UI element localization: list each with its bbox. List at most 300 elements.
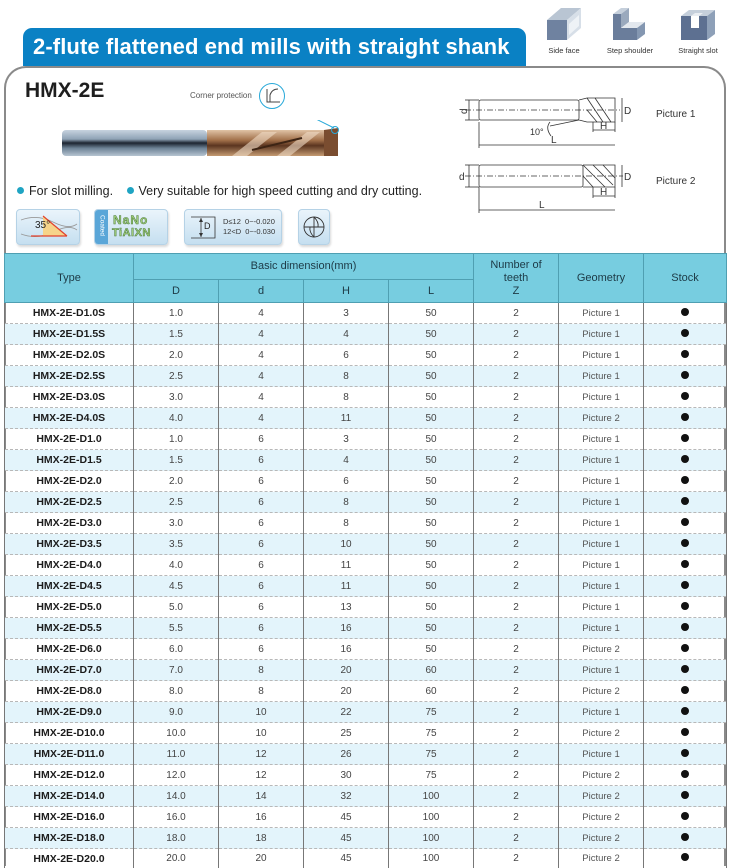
cell-d: 6 (219, 450, 304, 471)
cell-type: HMX-2E-D1.0 (5, 429, 134, 450)
table-row (5, 744, 727, 765)
cell-h: 20 (304, 681, 389, 702)
in-stock-icon (681, 707, 689, 715)
cell-stock (644, 681, 727, 702)
cell-h: 13 (304, 597, 389, 618)
dim-D-label-1: D (624, 106, 632, 117)
cell-z: 2 (474, 429, 559, 450)
cell-d-upper: 3.5 (134, 534, 219, 555)
in-stock-icon (681, 308, 689, 316)
cell-d: 6 (219, 618, 304, 639)
page-title: 2-flute flattened end mills with straight shank (23, 28, 526, 66)
operation-side-face (534, 6, 594, 55)
cell-d: 4 (219, 345, 304, 366)
cell-l: 50 (389, 471, 474, 492)
dim-d-label-1: d (459, 108, 470, 114)
operation-icons (534, 6, 731, 61)
cell-l: 50 (389, 597, 474, 618)
cell-stock (644, 723, 727, 744)
feature-item: Very suitable for high speed cutting and dry cutting. (127, 184, 423, 198)
cell-h: 20 (304, 660, 389, 681)
cell-d-upper: 1.5 (134, 324, 219, 345)
cell-z: 2 (474, 366, 559, 387)
cell-stock (644, 471, 727, 492)
operation-label: Side face (548, 46, 580, 55)
in-stock-icon (681, 665, 689, 673)
in-stock-icon (681, 853, 689, 861)
tolerance-row-2: 12<D 0~-0.030 (223, 227, 276, 236)
cell-d: 10 (219, 702, 304, 723)
bullet-icon (127, 187, 134, 194)
cell-geometry: Picture 2 (559, 765, 644, 786)
bullet-icon (17, 187, 24, 194)
cell-d: 12 (219, 744, 304, 765)
cell-h: 30 (304, 765, 389, 786)
table-row (5, 660, 727, 681)
cell-l: 50 (389, 555, 474, 576)
in-stock-icon (681, 434, 689, 442)
end-mill-image (62, 120, 347, 165)
cell-h: 8 (304, 366, 389, 387)
in-stock-icon (681, 350, 689, 358)
table-row (5, 450, 727, 471)
table-row (5, 807, 727, 828)
table-row (5, 345, 727, 366)
cell-h: 11 (304, 408, 389, 429)
cell-stock (644, 849, 727, 868)
table-row (5, 576, 727, 597)
cell-d: 8 (219, 681, 304, 702)
cell-z: 2 (474, 744, 559, 765)
cell-l: 100 (389, 849, 474, 868)
cell-stock (644, 576, 727, 597)
cell-d-upper: 14.0 (134, 786, 219, 807)
table-row (5, 597, 727, 618)
straight-slot-icon (677, 6, 719, 42)
in-stock-icon (681, 455, 689, 463)
table-row (5, 513, 727, 534)
cell-geometry: Picture 1 (559, 366, 644, 387)
cell-l: 50 (389, 408, 474, 429)
cell-h: 11 (304, 555, 389, 576)
cell-d: 4 (219, 408, 304, 429)
cell-type: HMX-2E-D12.0 (5, 765, 134, 786)
cell-l: 50 (389, 429, 474, 450)
tolerance-row-1: D≤12 0~-0.020 (223, 217, 275, 226)
operation-label: Step shoulder (606, 46, 654, 55)
cell-stock (644, 807, 727, 828)
table-row (5, 828, 727, 849)
cell-d: 4 (219, 387, 304, 408)
cell-l: 50 (389, 345, 474, 366)
in-stock-icon (681, 833, 689, 841)
step-shoulder-icon (609, 6, 651, 42)
cell-l: 50 (389, 366, 474, 387)
cell-stock (644, 744, 727, 765)
cell-type: HMX-2E-D2.5S (5, 366, 134, 387)
cell-type: HMX-2E-D20.0 (5, 849, 134, 868)
cell-geometry: Picture 2 (559, 639, 644, 660)
cell-l: 50 (389, 513, 474, 534)
in-stock-icon (681, 770, 689, 778)
cell-h: 45 (304, 849, 389, 868)
cell-z: 2 (474, 303, 559, 324)
cell-type: HMX-2E-D1.5S (5, 324, 134, 345)
cell-z: 2 (474, 660, 559, 681)
cell-geometry: Picture 1 (559, 576, 644, 597)
cell-type: HMX-2E-D2.0 (5, 471, 134, 492)
helix-angle-badge (16, 209, 80, 245)
in-stock-icon (681, 329, 689, 337)
cell-z: 2 (474, 345, 559, 366)
cell-l: 100 (389, 807, 474, 828)
cell-l: 50 (389, 534, 474, 555)
picture-1-label: Picture 1 (656, 109, 696, 120)
in-stock-icon (681, 371, 689, 379)
cell-d-upper: 1.0 (134, 303, 219, 324)
cell-geometry: Picture 1 (559, 555, 644, 576)
cell-d: 20 (219, 849, 304, 868)
cell-stock (644, 534, 727, 555)
cell-stock (644, 450, 727, 471)
in-stock-icon (681, 518, 689, 526)
header-H: H (304, 280, 389, 303)
cell-l: 50 (389, 492, 474, 513)
cell-geometry: Picture 2 (559, 408, 644, 429)
cell-d-upper: 5.5 (134, 618, 219, 639)
cell-geometry: Picture 1 (559, 660, 644, 681)
cell-type: HMX-2E-D4.0 (5, 555, 134, 576)
table-row (5, 408, 727, 429)
in-stock-icon (681, 476, 689, 484)
cell-geometry: Picture 1 (559, 597, 644, 618)
table-row (5, 681, 727, 702)
table-row (5, 366, 727, 387)
picture-2-label: Picture 2 (656, 176, 696, 187)
cell-d: 6 (219, 492, 304, 513)
cell-l: 50 (389, 303, 474, 324)
cell-h: 11 (304, 576, 389, 597)
cell-type: HMX-2E-D14.0 (5, 786, 134, 807)
header-d: d (219, 280, 304, 303)
in-stock-icon (681, 623, 689, 631)
cell-d-upper: 11.0 (134, 744, 219, 765)
cell-d-upper: 2.0 (134, 471, 219, 492)
cell-z: 2 (474, 786, 559, 807)
header-type: Type (5, 254, 134, 303)
cell-geometry: Picture 1 (559, 303, 644, 324)
cell-type: HMX-2E-D2.0S (5, 345, 134, 366)
side-face-icon (543, 6, 585, 42)
table-row (5, 723, 727, 744)
table-row (5, 786, 727, 807)
cell-type: HMX-2E-D3.0 (5, 513, 134, 534)
cell-l: 50 (389, 618, 474, 639)
cell-h: 26 (304, 744, 389, 765)
cell-d: 8 (219, 660, 304, 681)
in-stock-icon (681, 539, 689, 547)
coating-badge (94, 209, 168, 245)
cell-l: 50 (389, 387, 474, 408)
cell-geometry: Picture 1 (559, 744, 644, 765)
model-name: HMX-2E (25, 79, 105, 102)
cell-d-upper: 12.0 (134, 765, 219, 786)
cell-geometry: Picture 2 (559, 849, 644, 868)
cell-type: HMX-2E-D3.5 (5, 534, 134, 555)
table-row (5, 618, 727, 639)
cell-d-upper: 4.0 (134, 555, 219, 576)
in-stock-icon (681, 560, 689, 568)
cell-stock (644, 618, 727, 639)
table-row (5, 324, 727, 345)
cell-stock (644, 660, 727, 681)
cell-z: 2 (474, 492, 559, 513)
cell-l: 50 (389, 639, 474, 660)
cell-stock (644, 597, 727, 618)
cell-l: 60 (389, 681, 474, 702)
cell-d-upper: 1.5 (134, 450, 219, 471)
operation-straight-slot (668, 6, 728, 55)
cell-h: 10 (304, 534, 389, 555)
cell-geometry: Picture 1 (559, 471, 644, 492)
cell-geometry: Picture 1 (559, 450, 644, 471)
cell-geometry: Picture 2 (559, 786, 644, 807)
cell-h: 16 (304, 618, 389, 639)
cell-type: HMX-2E-D7.0 (5, 660, 134, 681)
header-L: L (389, 280, 474, 303)
cell-h: 8 (304, 513, 389, 534)
cell-geometry: Picture 2 (559, 681, 644, 702)
coating-side-label: Coated (98, 215, 106, 236)
cell-d: 6 (219, 534, 304, 555)
cell-z: 2 (474, 471, 559, 492)
spec-table (4, 253, 727, 868)
cell-l: 100 (389, 828, 474, 849)
cell-d: 6 (219, 555, 304, 576)
cell-type: HMX-2E-D6.0 (5, 639, 134, 660)
angle-label: 10° (530, 127, 544, 137)
cell-geometry: Picture 1 (559, 618, 644, 639)
cell-d-upper: 2.5 (134, 366, 219, 387)
dim-d-label-2: d (459, 172, 465, 183)
table-row (5, 555, 727, 576)
operation-label: Straight slot (678, 46, 718, 55)
helix-angle-value: 35° (35, 220, 51, 231)
feature-item: For slot milling. (17, 184, 113, 198)
cell-d-upper: 2.0 (134, 345, 219, 366)
in-stock-icon (681, 728, 689, 736)
cell-l: 50 (389, 576, 474, 597)
dim-H-label-2: H (600, 187, 608, 198)
tolerance-symbol: D (204, 221, 211, 231)
dim-D-label-2: D (624, 172, 632, 183)
in-stock-icon (681, 581, 689, 589)
cell-d-upper: 3.0 (134, 513, 219, 534)
cell-stock (644, 387, 727, 408)
cell-h: 4 (304, 324, 389, 345)
cell-z: 2 (474, 828, 559, 849)
in-stock-icon (681, 602, 689, 610)
cell-z: 2 (474, 534, 559, 555)
in-stock-icon (681, 497, 689, 505)
cell-type: HMX-2E-D9.0 (5, 702, 134, 723)
cell-h: 8 (304, 492, 389, 513)
cell-stock (644, 408, 727, 429)
cell-d-upper: 8.0 (134, 681, 219, 702)
cell-l: 75 (389, 765, 474, 786)
cell-l: 75 (389, 702, 474, 723)
in-stock-icon (681, 812, 689, 820)
cell-stock (644, 786, 727, 807)
table-row (5, 492, 727, 513)
cell-z: 2 (474, 408, 559, 429)
header-basic-dimension: Basic dimension(mm) (134, 254, 474, 280)
cell-type: HMX-2E-D3.0S (5, 387, 134, 408)
cell-d-upper: 4.5 (134, 576, 219, 597)
technical-drawings (455, 90, 655, 215)
cell-stock (644, 345, 727, 366)
table-row (5, 765, 727, 786)
header-geometry: Geometry (559, 254, 644, 303)
cell-d: 16 (219, 807, 304, 828)
cell-h: 3 (304, 303, 389, 324)
dim-H-label-1: H (600, 121, 608, 132)
corner-protection-icon (259, 83, 285, 109)
coating-line1: NaNo (113, 213, 149, 227)
in-stock-icon (681, 413, 689, 421)
cell-h: 6 (304, 471, 389, 492)
cell-d-upper: 5.0 (134, 597, 219, 618)
cell-z: 2 (474, 387, 559, 408)
cell-h: 6 (304, 345, 389, 366)
cell-d: 12 (219, 765, 304, 786)
cell-l: 75 (389, 723, 474, 744)
cell-stock (644, 303, 727, 324)
cell-d-upper: 3.0 (134, 387, 219, 408)
cell-type: HMX-2E-D1.0S (5, 303, 134, 324)
cell-h: 32 (304, 786, 389, 807)
header-stock: Stock (644, 254, 727, 303)
cell-h: 45 (304, 807, 389, 828)
cell-type: HMX-2E-D10.0 (5, 723, 134, 744)
cell-type: HMX-2E-D5.0 (5, 597, 134, 618)
table-row (5, 534, 727, 555)
cell-type: HMX-2E-D5.5 (5, 618, 134, 639)
in-stock-icon (681, 791, 689, 799)
cell-stock (644, 828, 727, 849)
cell-d: 6 (219, 639, 304, 660)
cell-type: HMX-2E-D11.0 (5, 744, 134, 765)
dim-L-label-2: L (539, 200, 545, 211)
cell-h: 16 (304, 639, 389, 660)
cell-d: 6 (219, 429, 304, 450)
cell-l: 100 (389, 786, 474, 807)
cell-h: 45 (304, 828, 389, 849)
cell-z: 2 (474, 639, 559, 660)
cell-stock (644, 702, 727, 723)
header-D: D (134, 280, 219, 303)
cell-d: 6 (219, 513, 304, 534)
cell-d-upper: 1.0 (134, 429, 219, 450)
cell-z: 2 (474, 597, 559, 618)
cell-d: 6 (219, 576, 304, 597)
cell-d-upper: 18.0 (134, 828, 219, 849)
cell-geometry: Picture 1 (559, 534, 644, 555)
table-row (5, 471, 727, 492)
cell-d-upper: 4.0 (134, 408, 219, 429)
cell-d: 4 (219, 303, 304, 324)
cell-stock (644, 324, 727, 345)
in-stock-icon (681, 392, 689, 400)
cell-z: 2 (474, 702, 559, 723)
cell-type: HMX-2E-D16.0 (5, 807, 134, 828)
cell-z: 2 (474, 723, 559, 744)
cell-geometry: Picture 1 (559, 387, 644, 408)
cell-z: 2 (474, 681, 559, 702)
cell-type: HMX-2E-D2.5 (5, 492, 134, 513)
cell-geometry: Picture 1 (559, 513, 644, 534)
cell-z: 2 (474, 576, 559, 597)
cell-z: 2 (474, 807, 559, 828)
cell-stock (644, 555, 727, 576)
table-row (5, 639, 727, 660)
table-row (5, 702, 727, 723)
in-stock-icon (681, 686, 689, 694)
cell-l: 75 (389, 744, 474, 765)
in-stock-icon (681, 749, 689, 757)
cell-d-upper: 10.0 (134, 723, 219, 744)
cell-d: 6 (219, 471, 304, 492)
cell-d-upper: 20.0 (134, 849, 219, 868)
feature-list (17, 184, 432, 198)
cell-z: 2 (474, 555, 559, 576)
cell-l: 60 (389, 660, 474, 681)
cell-geometry: Picture 1 (559, 324, 644, 345)
cell-d-upper: 16.0 (134, 807, 219, 828)
cell-stock (644, 366, 727, 387)
cell-z: 2 (474, 324, 559, 345)
dim-L-label-1: L (551, 135, 557, 146)
cell-d: 18 (219, 828, 304, 849)
cell-d: 4 (219, 366, 304, 387)
cell-h: 25 (304, 723, 389, 744)
cell-type: HMX-2E-D4.0S (5, 408, 134, 429)
cell-geometry: Picture 1 (559, 492, 644, 513)
flute-section-icon (299, 210, 329, 244)
cell-z: 2 (474, 618, 559, 639)
cell-stock (644, 492, 727, 513)
cell-type: HMX-2E-D8.0 (5, 681, 134, 702)
cell-z: 2 (474, 849, 559, 868)
cell-geometry: Picture 2 (559, 828, 644, 849)
cell-geometry: Picture 1 (559, 702, 644, 723)
table-row (5, 429, 727, 450)
cell-type: HMX-2E-D4.5 (5, 576, 134, 597)
table-row (5, 303, 727, 324)
cell-h: 4 (304, 450, 389, 471)
cell-geometry: Picture 1 (559, 345, 644, 366)
cell-d: 6 (219, 597, 304, 618)
cell-stock (644, 765, 727, 786)
cell-type: HMX-2E-D18.0 (5, 828, 134, 849)
cell-z: 2 (474, 765, 559, 786)
tolerance-badge (184, 209, 282, 245)
in-stock-icon (681, 644, 689, 652)
cell-geometry: Picture 2 (559, 807, 644, 828)
cell-l: 50 (389, 324, 474, 345)
cell-type: HMX-2E-D1.5 (5, 450, 134, 471)
table-row (5, 387, 727, 408)
